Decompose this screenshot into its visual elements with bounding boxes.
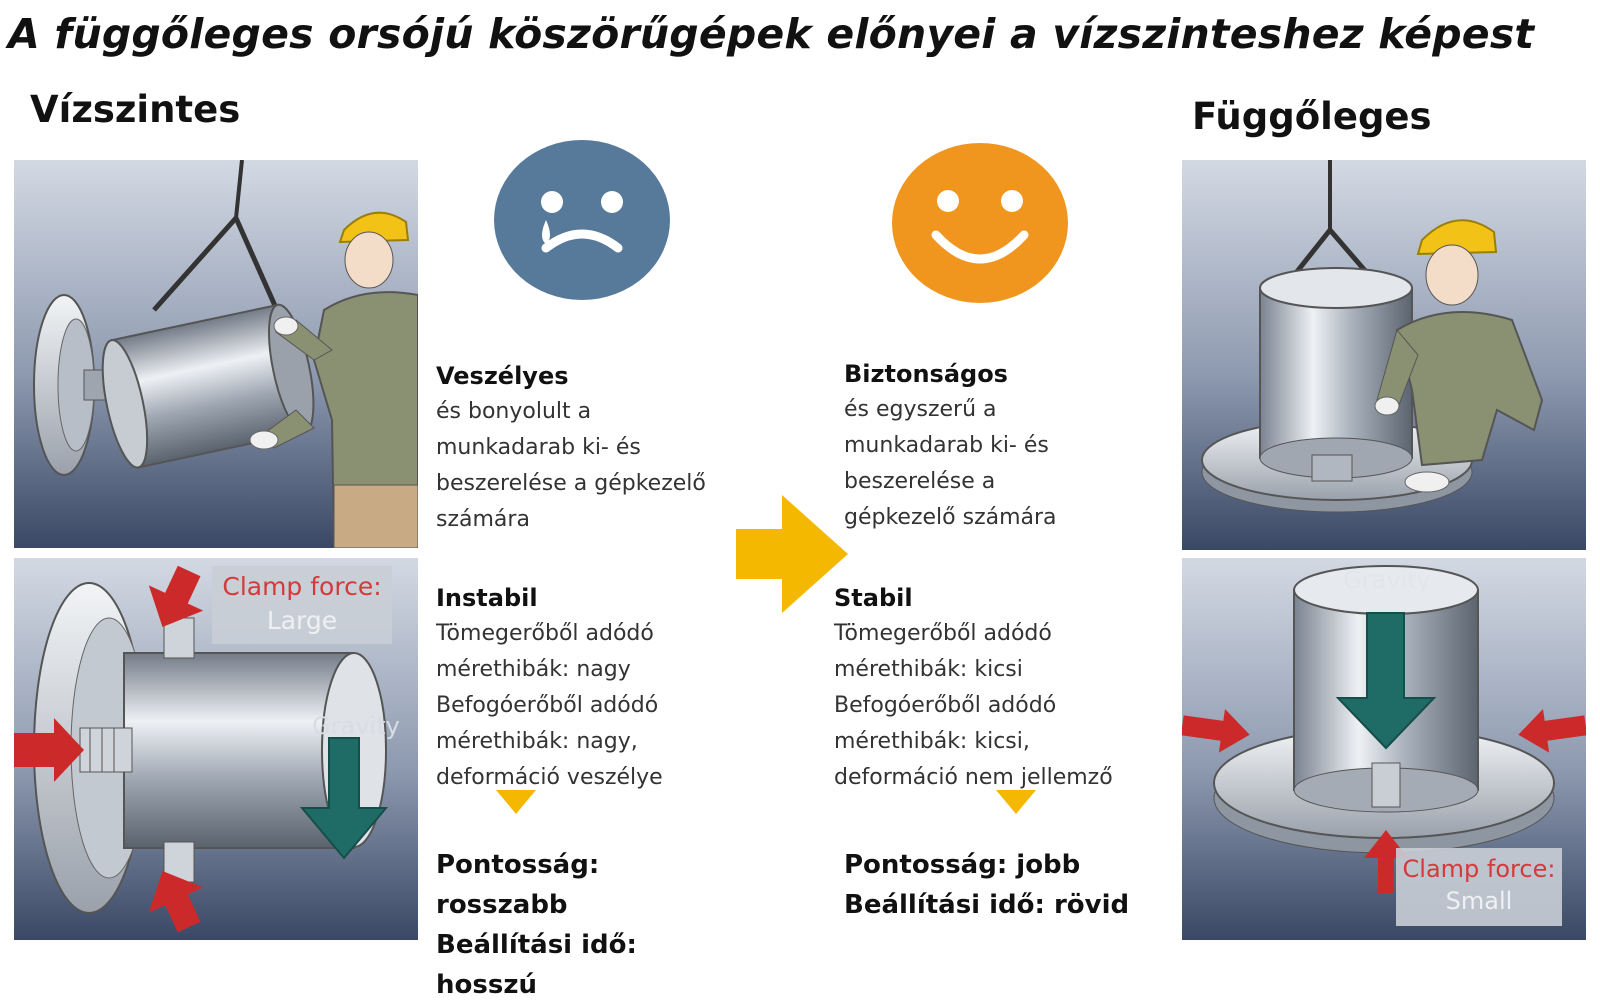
right-handling-heading: Biztonságos [844,360,1008,388]
right-arrow-icon [736,495,848,617]
down-chevron-icon [996,790,1036,818]
right-handling-line: beszerelése a [844,469,996,494]
happy-face-icon [892,143,1068,307]
right-stability-text [834,580,1113,796]
left-stability-heading: Instabil [436,584,538,612]
right-result-line: Pontosság: jobb [844,850,1081,880]
right-result-text [844,845,1129,925]
left-stability-line: deformáció veszélye [436,765,663,790]
left-stability-line: mérethibák: nagy [436,657,631,682]
right-handling-line: és egyszerű a [844,397,997,422]
left-result-line: Pontosság: [436,850,600,880]
right-stability-line: Befogóerőből adódó [834,693,1057,718]
right-clamp-label: Clamp force: [1402,855,1556,883]
right-clamp-value: Small [1445,887,1513,915]
left-result-line: Beállítási idő: [436,930,637,960]
right-stability-line: deformáció nem jellemző [834,765,1113,790]
left-gravity-label: Gravity [312,712,400,740]
vertical-loading-illustration [1182,160,1586,550]
horizontal-loading-illustration [14,160,418,548]
horizontal-clamp-illustration [14,558,418,940]
vertical-heading: Függőleges [1192,95,1432,138]
left-result-text [436,845,637,1005]
left-handling-line: és bonyolult a [436,399,592,424]
right-stability-line: Tömegerőből adódó [834,621,1052,646]
right-handling-text [844,356,1057,536]
vertical-clamp-illustration [1182,558,1586,940]
down-chevron-icon [496,790,536,818]
horizontal-heading: Vízszintes [30,88,241,131]
left-result-line: rosszabb [436,890,568,920]
left-handling-text [436,358,706,538]
right-handling-line: munkadarab ki- és [844,433,1049,458]
left-stability-line: Tömegerőből adódó [436,621,654,646]
left-stability-line: Befogóerőből adódó [436,693,659,718]
right-stability-line: mérethibák: kicsi, [834,729,1030,754]
right-handling-line: gépkezelő számára [844,505,1057,530]
right-stability-line: mérethibák: kicsi [834,657,1023,682]
left-stability-text [436,580,663,796]
left-clamp-value: Large [266,606,338,635]
left-clamp-label: Clamp force: [222,572,382,601]
left-handling-line: munkadarab ki- és [436,435,641,460]
left-stability-line: mérethibák: nagy, [436,729,638,754]
left-result-line: hosszú [436,970,537,1000]
left-handling-heading: Veszélyes [436,362,569,390]
left-handling-line: számára [436,507,530,532]
right-result-line: Beállítási idő: rövid [844,890,1130,920]
page-title: A függőleges orsójú köszörűgépek előnyei a vízszinteshez képest [8,10,1535,58]
left-handling-line: beszerelése a gépkezelő [436,471,706,496]
right-stability-heading: Stabil [834,584,913,612]
sad-face-icon [494,140,670,304]
right-gravity-label: Gravity [1343,566,1431,594]
